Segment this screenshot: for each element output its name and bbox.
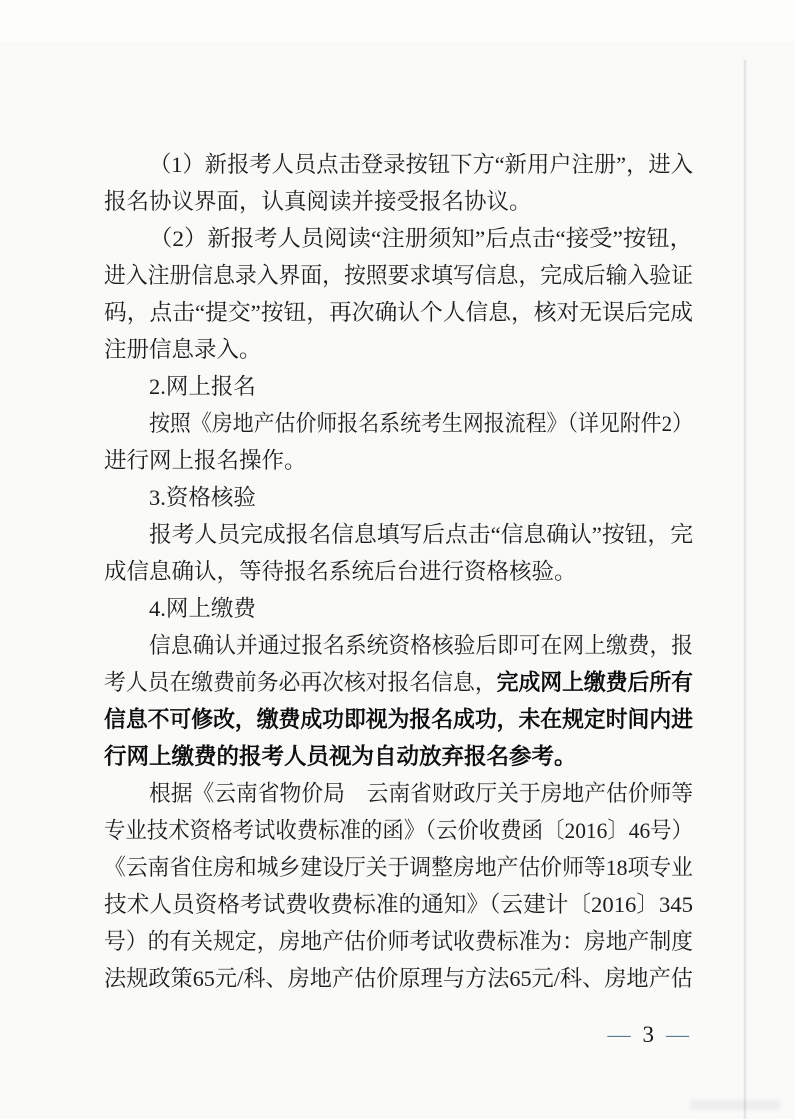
text-line [104, 146, 693, 183]
text-line-content [149, 220, 693, 257]
text-segment: 报考人员完成报名信息填写后点击“信息确认”按钮，完 [149, 522, 693, 547]
text-line [104, 664, 693, 701]
text-line [104, 886, 693, 923]
text-segment: 2.网上报名 [149, 374, 256, 399]
text-segment: 号）的有关规定，房地产估价师考试收费标准为：房地产制度 [104, 929, 693, 954]
text-line [104, 701, 693, 738]
text-line-content [149, 368, 256, 405]
text-segment-bold: 行网上缴费的报考人员视为自动放弃报名参考。 [104, 744, 577, 769]
text-line-content [149, 146, 693, 183]
text-line [104, 405, 693, 442]
text-line-content [104, 664, 693, 701]
text-segment: 码，点击“提交”按钮，再次确认个人信息，核对无误后完成 [104, 300, 694, 325]
text-line [104, 923, 693, 960]
text-line-content [104, 442, 307, 479]
text-line-content [104, 923, 693, 960]
text-line-content [104, 294, 693, 331]
text-line [104, 479, 693, 516]
text-line [104, 183, 693, 220]
text-line [104, 442, 693, 479]
text-segment-bold: 完成网上缴费后所有 [496, 670, 694, 695]
text-line-content [104, 701, 693, 738]
text-line [104, 849, 693, 886]
text-segment: 注册信息录入。 [104, 337, 262, 362]
text-segment: 法规政策65元/科、房地产估价原理与方法65元/科、房地产估 [104, 966, 693, 991]
text-segment: 信息确认并通过报名系统资格核验后即可在网上缴费，报 [149, 633, 694, 658]
text-segment: 按照《房地产估价师报名系统考生网报流程》（详见附件2） [149, 411, 694, 436]
text-segment: 4.网上缴费 [149, 596, 256, 621]
text-line-content [149, 775, 693, 812]
text-line [104, 553, 693, 590]
text-line [104, 775, 693, 812]
text-segment: 成信息确认，等待报名系统后台进行资格核验。 [104, 559, 577, 584]
text-line-content [104, 183, 532, 220]
text-segment: 进入注册信息录入界面，按照要求填写信息，完成后输入验证 [104, 263, 693, 288]
page-number: 3 [642, 1022, 654, 1047]
text-line-content [149, 590, 256, 627]
text-line [104, 627, 693, 664]
text-line-content [104, 886, 693, 923]
text-segment: 技术人员资格考试费收费标准的通知》（云建计〔2016〕345 [104, 892, 693, 917]
text-segment: 专业技术资格考试收费标准的函》（云价收费函〔2016〕46号） [104, 818, 694, 843]
text-segment: 3.资格核验 [149, 485, 256, 510]
footer-dash-left: — [607, 1022, 631, 1047]
footer-dash-right: — [666, 1022, 689, 1047]
text-segment: 《云南省住房和城乡建设厅关于调整房地产估价师等18项专业 [104, 855, 693, 880]
text-line-content [104, 331, 262, 368]
text-line-content [104, 849, 693, 886]
text-line-content [149, 627, 693, 664]
document-body-text [104, 146, 693, 997]
text-segment: （1）新报考人员点击登录按钮下方“新用户注册”，进入 [149, 152, 694, 177]
text-line [104, 294, 693, 331]
text-line [104, 368, 693, 405]
text-line [104, 738, 693, 775]
text-segment: （2）新报考人员阅读“注册须知”后点击“接受”按钮， [149, 226, 694, 251]
text-segment: 进行网上报名操作。 [104, 448, 307, 473]
text-line [104, 331, 693, 368]
text-line [104, 960, 693, 997]
text-segment: 考人员在缴费前务必再次核对报名信息， [104, 670, 497, 695]
scan-edge-artifact [744, 60, 746, 1119]
text-line-content [104, 257, 693, 294]
text-line-content [104, 960, 693, 997]
scan-smudge-artifact [690, 1100, 780, 1110]
text-line [104, 220, 693, 257]
text-segment: 报名协议界面，认真阅读并接受报名协议。 [104, 189, 532, 214]
text-segment-bold: 信息不可修改，缴费成功即视为报名成功，未在规定时间内进 [104, 707, 693, 732]
text-line-content [149, 516, 693, 553]
text-line [104, 516, 693, 553]
text-line [104, 590, 693, 627]
text-segment: 根据《云南省物价局 云南省财政厅关于房地产估价师等 [149, 781, 694, 806]
page-footer [0, 1021, 689, 1049]
text-line-content [104, 553, 577, 590]
text-line [104, 812, 693, 849]
text-line-content [104, 738, 577, 775]
text-line [104, 257, 693, 294]
text-line-content [149, 479, 256, 516]
text-line-content [149, 405, 693, 442]
text-line-content [104, 812, 693, 849]
